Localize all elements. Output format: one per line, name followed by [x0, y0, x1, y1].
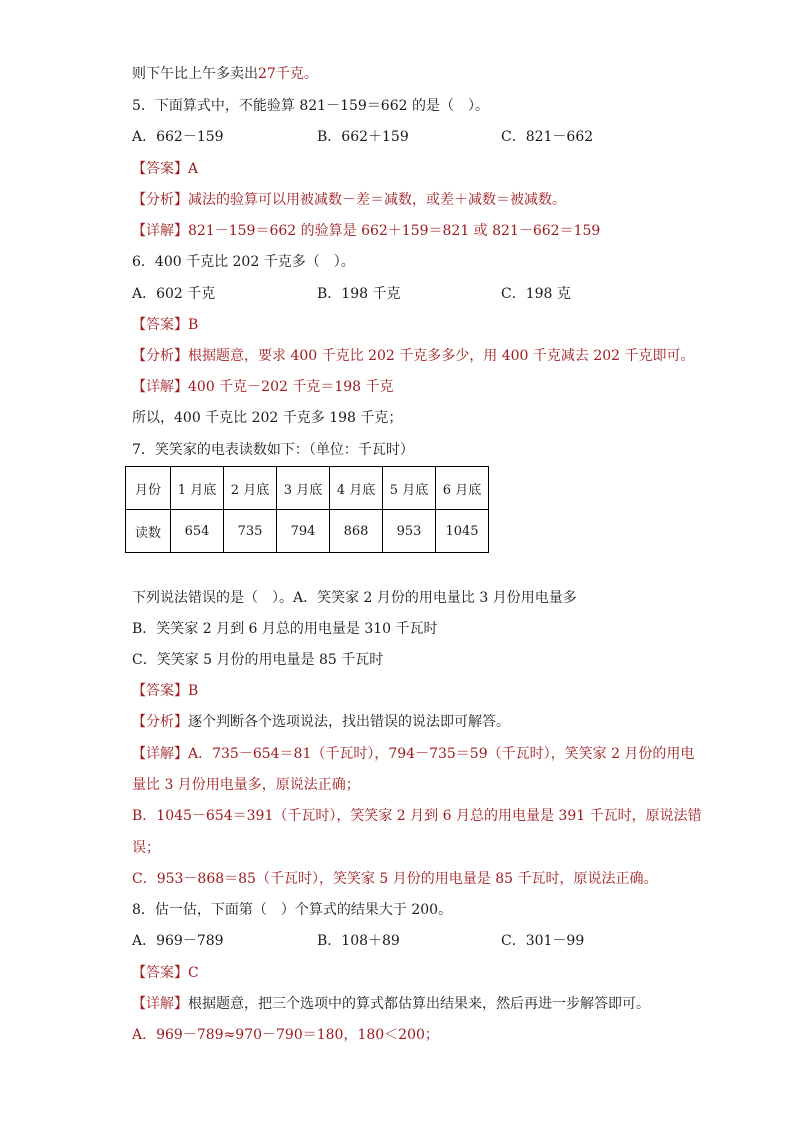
- question-7-text: 下列说法错误的是（ ）。A．笑笑家 2 月份的用电量比 3 月份用电量多: [132, 590, 577, 606]
- analysis-tag: 【分析】: [132, 192, 188, 208]
- answer-tag: 【答案】: [132, 317, 188, 333]
- answer-value: B: [188, 683, 199, 699]
- detail-text: 821－159＝662 的验算是 662＋159＝821 或 821－662＝159: [188, 223, 601, 239]
- detail-text: 根据题意，把三个选项中的算式都估算出结果来，然后再进一步解答即可。: [188, 996, 650, 1012]
- table-header-cell: 1 月底: [171, 467, 224, 510]
- detail-line: [132, 377, 394, 397]
- table-header-cell: 月份: [126, 467, 171, 510]
- analysis-line: [132, 712, 510, 732]
- table-row: [126, 467, 489, 510]
- answer-tag: 【答案】: [132, 965, 188, 981]
- table-header-cell: 3 月底: [277, 467, 330, 510]
- answer-line: [132, 963, 199, 983]
- detail-tag: 【详解】: [132, 379, 188, 395]
- analysis-text: 根据题意，要求 400 千克比 202 千克多多少，用 400 千克减去 202 千克即可。: [188, 348, 695, 364]
- analysis-line: [132, 346, 695, 366]
- table-cell: 读数: [126, 510, 171, 553]
- detail-text: A．735－654＝81（千瓦时），794－735＝59（千瓦时），笑笑家 2 月份的用电: [188, 746, 695, 762]
- detail-line: [132, 221, 600, 241]
- table-cell: 735: [224, 510, 277, 553]
- option-c: C．198 克: [501, 286, 571, 302]
- table-cell: 794: [277, 510, 330, 553]
- analysis-text: 逐个判断各个选项说法，找出错误的说法即可解答。: [188, 714, 510, 730]
- option-c: C．笑笑家 5 月份的用电量是 85 千瓦时: [132, 652, 384, 668]
- text-line: [132, 64, 318, 84]
- detail-line-cont: 量比 3 月份用电量多，原说法正确；: [132, 777, 360, 793]
- detail-line-cont: B．1045－654＝391（千瓦时），笑笑家 2 月到 6 月总的用电量是 391 千瓦时，原说法错: [132, 808, 702, 824]
- text-segment-red: 27千克。: [258, 66, 318, 82]
- detail-tag: 【详解】: [132, 996, 188, 1012]
- answer-line: [132, 681, 198, 701]
- table-cell: 953: [383, 510, 436, 553]
- option-a: A．662－159: [132, 129, 224, 145]
- detail-tag: 【详解】: [132, 223, 188, 239]
- detail-text: 400 千克－202 千克＝198 千克: [188, 379, 394, 395]
- table-cell: 654: [171, 510, 224, 553]
- option-c: C．821－662: [501, 129, 594, 145]
- option-c: C．301－99: [501, 933, 585, 949]
- table-header-cell: 2 月底: [224, 467, 277, 510]
- conclusion-line: 所以，400 千克比 202 千克多 198 千克；: [132, 410, 403, 426]
- option-b: B．198 千克: [317, 286, 401, 302]
- analysis-line: [132, 190, 566, 210]
- analysis-tag: 【分析】: [132, 348, 188, 364]
- question-7: 7．笑笑家的电表读数如下：（单位：千瓦时）: [132, 442, 414, 458]
- table-header-cell: 4 月底: [330, 467, 383, 510]
- option-b: B．笑笑家 2 月到 6 月总的用电量是 310 千瓦时: [132, 621, 438, 637]
- meter-table: [125, 466, 489, 553]
- answer-value: B: [188, 317, 199, 333]
- option-b: B．662＋159: [317, 129, 409, 145]
- table-header-cell: 5 月底: [383, 467, 436, 510]
- question-8: 8．估一估，下面第（ ）个算式的结果大于 200。: [132, 902, 453, 918]
- table-row: [126, 510, 489, 553]
- question-5: 5．下面算式中，不能验算 821－159＝662 的是（ ）。: [132, 98, 489, 114]
- answer-value: C: [188, 965, 199, 981]
- answer-value: A: [188, 161, 199, 177]
- answer-line: [132, 159, 198, 179]
- detail-line: [132, 744, 694, 764]
- answer-line: [132, 315, 198, 335]
- detail-line-cont: 误；: [132, 840, 160, 856]
- option-a: A．969－789: [132, 933, 224, 949]
- table-cell: 1045: [436, 510, 489, 553]
- question-6: 6．400 千克比 202 千克多（ ）。: [132, 254, 355, 270]
- option-a: A．602 千克: [132, 286, 216, 302]
- table-cell: 868: [330, 510, 383, 553]
- analysis-tag: 【分析】: [132, 714, 188, 730]
- text-segment: 则下午比上午多卖出: [132, 66, 258, 82]
- detail-tag: 【详解】: [132, 746, 188, 762]
- answer-tag: 【答案】: [132, 683, 188, 699]
- table-header-cell: 6 月底: [436, 467, 489, 510]
- detail-line: [132, 994, 650, 1014]
- analysis-text: 减法的验算可以用被减数－差＝减数，或差＋减数＝被减数。: [188, 192, 566, 208]
- option-b: B．108＋89: [317, 933, 400, 949]
- answer-tag: 【答案】: [132, 161, 188, 177]
- detail-line-cont: C．953－868＝85（千瓦时），笑笑家 5 月份的用电量是 85 千瓦时，原说法正确。: [132, 871, 658, 887]
- detail-line-cont: A．969－789≈970－790＝180，180＜200；: [132, 1027, 439, 1043]
